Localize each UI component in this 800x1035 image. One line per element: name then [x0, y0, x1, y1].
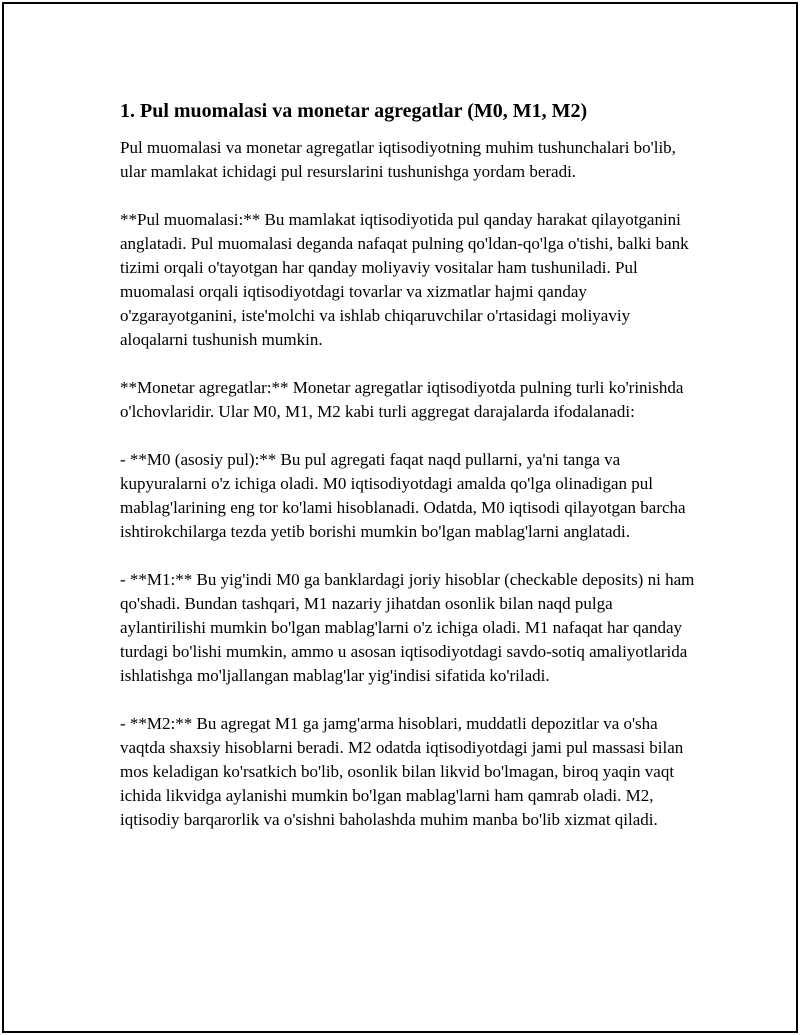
money-circulation-paragraph: **Pul muomalasi:** Bu mamlakat iqtisodiyotida pul qanday harakat qilayotganini anglatadi. Pul muomalasi deganda nafaqat pulning qo'ldan-qo'lga o'tishi, balki bank tizimi orqali o'tayotgan har qanday moliyaviy vositalar ham tushuniladi. Pul muomalasi orqali iqtisodiyotdagi tovarlar va xizmatlar hajmi qanday o'zgarayotganini, iste'molchi va ishlab chiqaruvchilar o'rtasidagi moliyaviy aloqalarni tushunish mumkin. — [120, 210, 689, 349]
monetary-aggregates-paragraph: **Monetar agregatlar:** Monetar agregatlar iqtisodiyotda pulning turli ko'rinishda o'lchovlaridir. Ular M0, M1, M2 kabi turli aggregat darajalarda ifodalanadi: — [120, 378, 684, 421]
m0-paragraph: - **M0 (asosiy pul):** Bu pul agregati faqat naqd pullarni, ya'ni tanga va kupyuralarni o'z ichiga oladi. M0 iqtisodiyotdagi amalda qo'lga olinadigan pul mablag'larining eng tor ko'lami hisoblanadi. Odatda, M0 iqtisodi qilayotgan barcha ishtirokchilarga tezda yetib borishi mumkin bo'lgan mablag'larni anglatadi. — [120, 450, 686, 541]
document-body — [120, 98, 700, 856]
m1-paragraph: - **M1:** Bu yig'indi M0 ga banklardagi joriy hisoblar (checkable deposits) ni ham qo'shadi. Bundan tashqari, M1 nazariy jihatdan osonlik bilan naqd pulga aylantirilishi mumkin bo'lgan mablag'larni o'z ichiga oladi. M1 nafaqat har qanday turdagi bo'lishi mumkin, ammo u asosan iqtisodiyotdagi savdo-sotiq amaliyotlarida ishlatishga mo'ljallangan mablag'lar yig'indisi sifatida ko'riladi. — [120, 570, 695, 685]
intro-paragraph: Pul muomalasi va monetar agregatlar iqtisodiyotning muhim tushunchalari bo'lib, ular mamlakat ichidagi pul resurslarini tushunishga yordam beradi. — [120, 138, 676, 181]
document-page — [2, 2, 798, 1033]
m2-paragraph: - **M2:** Bu agregat M1 ga jamg'arma hisoblari, muddatli depozitlar va o'sha vaqtda shaxsiy hisoblarni beradi. M2 odatda iqtisodiyotdagi jami pul massasi bilan mos keladigan ko'rsatkich bo'lib, osonlik bilan likvid bo'lmagan, biroq yaqin vaqt ichida likvidga aylanishi mumkin bo'lgan mablag'larni ham qamrab oladi. M2, iqtisodiy barqarorlik va o'sishni baholashda muhim manba bo'lib xizmat qiladi. — [120, 714, 684, 829]
section-heading: 1. Pul muomalasi va monetar agregatlar (M0, M1, M2) — [120, 100, 588, 122]
